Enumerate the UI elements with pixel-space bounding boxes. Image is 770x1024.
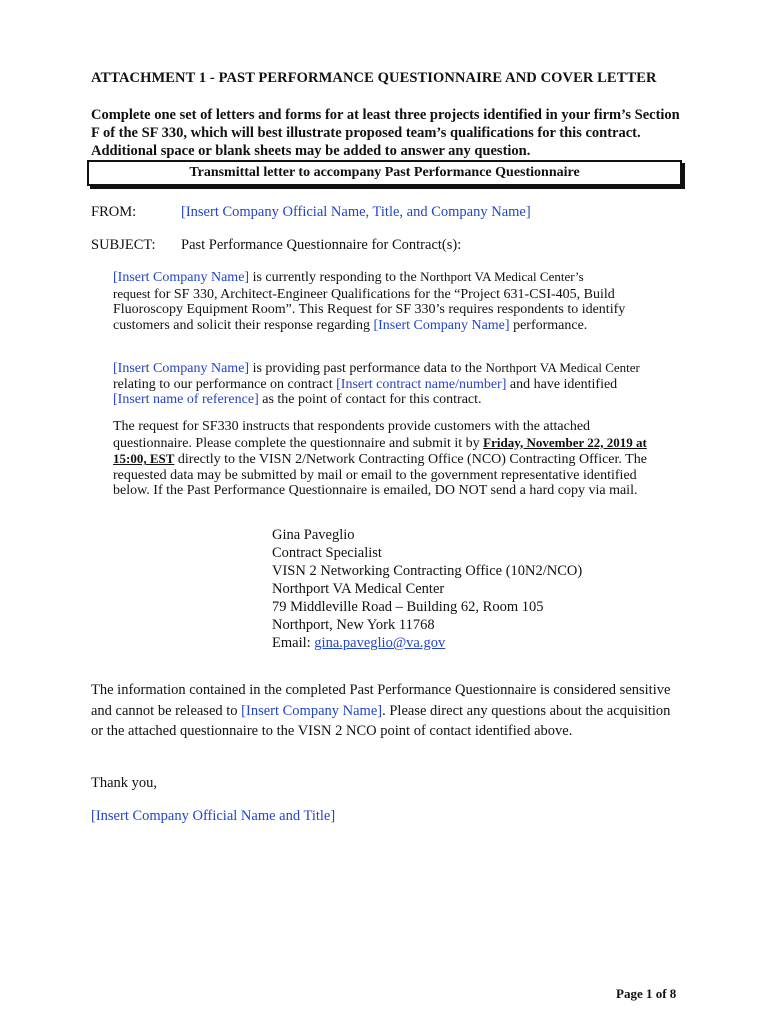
deadline: Friday, November 22, 2019 at 15:00, EST <box>113 434 647 467</box>
page-number: Page 1 of 8 <box>616 986 677 1001</box>
contact-email-row: Email: gina.paveglio@va.gov <box>272 635 446 651</box>
subject-label: SUBJECT: <box>91 237 156 253</box>
from-label: FROM: <box>91 204 137 220</box>
subject-row <box>91 237 461 254</box>
reference-placeholder: [Insert name of reference] <box>113 392 259 408</box>
paragraph-instructions: The request for SF330 instructs that respondents provide customers with the attached questionnaire. Please complete the questionnaire and submit it by Friday, November 22, 2019 at 15:00, EST directly to the VISN 2/Network Contracting Office (NCO) Contracting Officer. The requested data may be submitted by mail or email to the government representative identified below. If the Past Performance Questionnaire is emailed, DO NOT send a hard copy via mail. <box>113 419 647 499</box>
contact-center: Northport VA Medical Center <box>272 581 445 597</box>
signature-placeholder: [Insert Company Official Name and Title] <box>91 808 336 824</box>
company-placeholder: [Insert Company Name] <box>113 361 250 376</box>
company-placeholder: [Insert Company Name] <box>241 702 383 719</box>
paragraph-responding: [Insert Company Name] is currently responding to the Northport VA Medical Center’s request for SF 330, Architect-Engineer Qualifications for the “Project 631-CSI-405, Build Fluoroscopy Equipment Room”. This Request for SF 330’s requires respondents to identify customers and solicit their response regarding [Insert Company Name] performance. <box>113 269 626 333</box>
from-row <box>91 204 531 221</box>
contact-street: 79 Middleville Road – Building 62, Room 105 <box>272 599 544 615</box>
contact-block <box>272 526 582 652</box>
document-title: ATTACHMENT 1 - PAST PERFORMANCE QUESTIONNAIRE AND COVER LETTER <box>91 70 657 86</box>
contract-placeholder: [Insert contract name/number] <box>336 376 507 392</box>
company-placeholder: [Insert Company Name] <box>113 270 250 285</box>
from-placeholder: [Insert Company Official Name, Title, and Company Name] <box>181 204 531 220</box>
contact-city: Northport, New York 11768 <box>272 617 435 633</box>
paragraph-past-performance: [Insert Company Name] is providing past performance data to the Northport VA Medical Center relating to our performance on contract [Insert contract name/number] and have identified [Insert name of reference] as the point of contact for this contract. <box>113 360 640 408</box>
contact-name: Gina Paveglio <box>272 527 355 543</box>
subject-value: Past Performance Questionnaire for Contract(s): <box>181 237 462 253</box>
closing: Thank you, <box>91 775 158 791</box>
contact-office: VISN 2 Networking Contracting Office (10N2/NCO) <box>272 563 583 579</box>
email-link[interactable]: gina.paveglio@va.gov <box>314 635 446 651</box>
company-placeholder: [Insert Company Name] <box>373 317 510 333</box>
contact-role: Contract Specialist <box>272 545 382 561</box>
paragraph-sensitive: The information contained in the completed Past Performance Questionnaire is considered sensitive and cannot be released to [Insert Company Name]. Please direct any questions about the acquisition or the attached questionnaire to the VISN 2 NCO point of contact identified above. <box>91 682 671 739</box>
transmittal-banner: Transmittal letter to accompany Past Performance Questionnaire <box>87 160 682 186</box>
instructions-paragraph: Complete one set of letters and forms for at least three projects identified in your firm’s Section F of the SF 330, which will best illustrate proposed team’s qualifications for this contract. Additional space or blank sheets may be added to answer any question. <box>91 107 680 159</box>
